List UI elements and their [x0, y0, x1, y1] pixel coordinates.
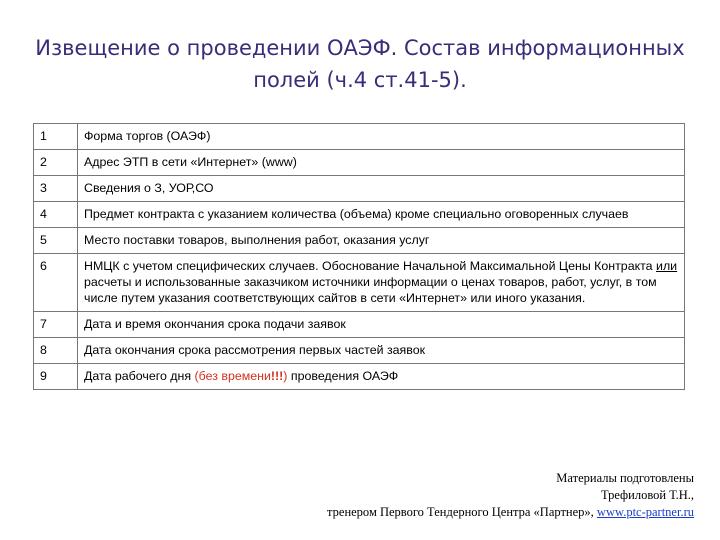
- table-row: [34, 364, 685, 390]
- attribution-text: тренером Первого Тендерного Центра «Партнер»,: [327, 505, 597, 519]
- attribution-line: [214, 504, 694, 521]
- slide-title: Извещение о проведении ОАЭФ. Состав информационных полей (ч.4 ст.41-5).: [35, 36, 685, 92]
- highlight-close: ): [283, 369, 288, 383]
- row-text: Дата окончания срока рассмотрения первых частей заявок: [78, 338, 685, 364]
- row-text: [78, 254, 685, 312]
- table-row: [34, 338, 685, 364]
- table-row: [34, 228, 685, 254]
- row-number: 9: [34, 364, 78, 390]
- row-number: 3: [34, 176, 78, 202]
- row-text-part: Дата рабочего дня: [84, 369, 195, 383]
- table-row: [34, 124, 685, 150]
- table-row: [34, 176, 685, 202]
- row-text: Форма торгов (ОАЭФ): [78, 124, 685, 150]
- row-number: 5: [34, 228, 78, 254]
- row-number: 7: [34, 312, 78, 338]
- info-fields-table: [33, 123, 685, 390]
- website-link[interactable]: www.ptc-partner.ru: [596, 505, 694, 519]
- attribution: [214, 470, 694, 521]
- table-row: [34, 254, 685, 312]
- table-row: [34, 150, 685, 176]
- row-text: Дата и время окончания срока подачи заявок: [78, 312, 685, 338]
- row-text-part: расчеты и использованные заказчиком источники информации о ценах товаров, работ, услуг, в том числе путем указания соответствующих сайтов в сети «Интернет» или иного указания.: [84, 275, 657, 305]
- row-number: 4: [34, 202, 78, 228]
- row-text: [78, 364, 685, 390]
- highlight-note: [195, 369, 288, 383]
- underlined-or: или: [656, 259, 678, 273]
- highlight-exclamation: !!!: [270, 369, 284, 383]
- row-number: 6: [34, 254, 78, 312]
- table-row: [34, 312, 685, 338]
- row-text: Сведения о З, УОР,СО: [78, 176, 685, 202]
- attribution-line: Материалы подготовлены: [556, 471, 694, 485]
- row-number: 8: [34, 338, 78, 364]
- row-text: Предмет контракта с указанием количества (объема) кроме специально оговоренных случаев: [78, 202, 685, 228]
- row-text: Место поставки товаров, выполнения работ, оказания услуг: [78, 228, 685, 254]
- row-text: Адрес ЭТП в сети «Интернет» (www): [78, 150, 685, 176]
- row-text-part: проведения ОАЭФ: [287, 369, 399, 383]
- row-number: 1: [34, 124, 78, 150]
- attribution-line: Трефиловой Т.Н.,: [600, 488, 694, 502]
- row-number: 2: [34, 150, 78, 176]
- highlight-text: (без времени: [194, 369, 271, 383]
- row-text-part: НМЦК с учетом специфических случаев. Обоснование Начальной Максимальной Цены Контракта: [84, 259, 657, 273]
- table-row: [34, 202, 685, 228]
